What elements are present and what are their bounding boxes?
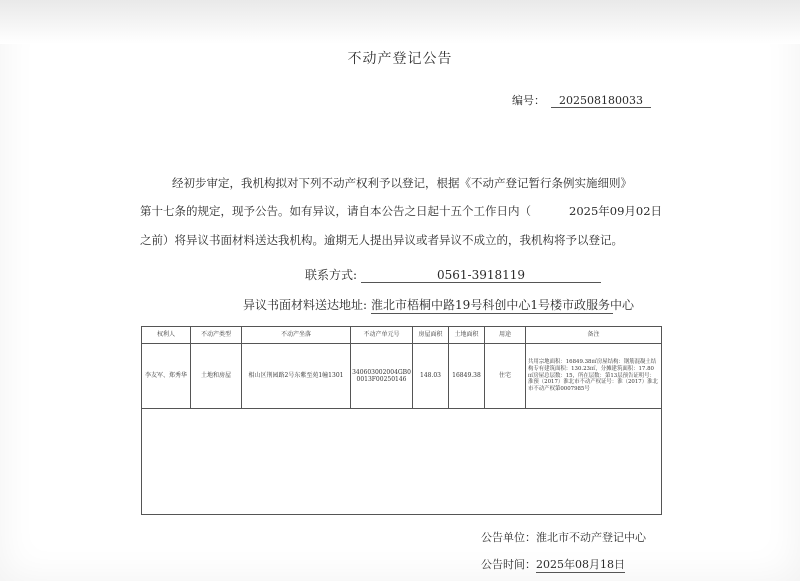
publishing-unit-label: 公告单位：	[481, 531, 536, 544]
publishing-unit-value: 淮北市不动产登记中心	[536, 531, 646, 544]
publishing-time-label: 公告时间：	[481, 558, 536, 571]
header-unit-no: 不动产单元号	[351, 327, 413, 344]
address-value: 淮北市梧桐中路19号科创中心1号楼市政服务中心	[371, 298, 634, 312]
address-row	[243, 296, 634, 314]
objection-deadline: 2025年09月02日	[569, 204, 663, 218]
registration-table	[141, 326, 662, 515]
contact-label: 联系方式:	[305, 268, 358, 282]
empty-area	[142, 409, 662, 515]
cell-usage: 住宅	[485, 344, 526, 409]
header-owner: 权利人	[142, 327, 191, 344]
document-title: 不动产登记公告	[347, 51, 453, 67]
cell-location: 相山区荆园路2号东紫至苑1幢1301	[242, 344, 351, 409]
serial-number	[512, 92, 651, 108]
table-row	[142, 344, 662, 409]
serial-value: 202508180033	[551, 94, 651, 108]
body-paragraph-2-text: 第十七条的规定，现予公告。如有异议，请自本公告之日起十五个工作日内（	[140, 204, 531, 218]
cell-remark: 共用宗地面积：16849.38㎡房屋结构：钢筋混凝土结构专有建筑面积：130.23㎡，分摊建筑面积：17.80㎡房屋总层数：15，所在层数：第13层预告证明号：淮预（2017）淮北市不动产权证号：淮（2017）淮北市不动产权第0007985号	[526, 344, 662, 409]
cell-unit-no: 340603002004GB00013F00250146	[351, 344, 413, 409]
header-type: 不动产类型	[191, 327, 242, 344]
header-location: 不动产坐落	[242, 327, 351, 344]
table-empty-row	[142, 409, 662, 515]
body-paragraph-3: 之前）将异议书面材料送达我机构。逾期无人提出异议或者异议不成立的，我机构将予以登记。	[140, 233, 623, 247]
publishing-time	[481, 556, 625, 573]
cell-type: 土地和房屋	[191, 344, 242, 409]
publishing-time-value: 2025年08月18日	[536, 558, 625, 571]
cell-land-area: 16849.38	[449, 344, 485, 409]
publishing-unit	[481, 529, 646, 545]
cell-owner: 李友军、郑秀华	[142, 344, 191, 409]
contact-row	[305, 266, 601, 283]
header-remark: 备注	[526, 327, 662, 344]
scan-shadow	[0, 0, 800, 44]
cell-building-area: 148.03	[413, 344, 449, 409]
serial-label: 编号：	[512, 94, 545, 107]
contact-value: 0561-3918119	[361, 268, 601, 283]
table-header-row	[142, 327, 662, 344]
body-paragraph-2	[140, 203, 662, 219]
header-usage: 用途	[485, 327, 526, 344]
header-building-area: 房屋面积	[413, 327, 449, 344]
body-paragraph-1: 经初步审定，我机构拟对下列不动产权利予以登记，根据《不动产登记暂行条例实施细则》	[172, 176, 632, 190]
address-label: 异议书面材料送达地址:	[243, 298, 368, 312]
header-land-area: 土地面积	[449, 327, 485, 344]
